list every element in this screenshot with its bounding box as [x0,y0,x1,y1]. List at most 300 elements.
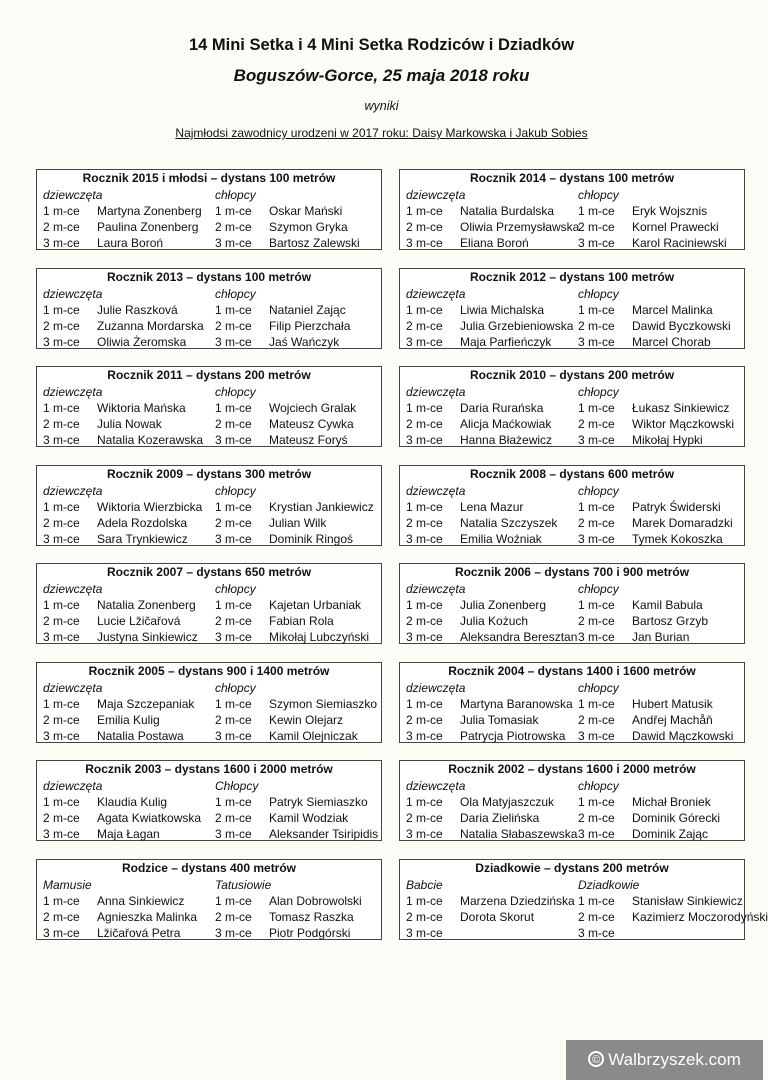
right-place: 2 m-ce [215,319,252,333]
right-group-header: chłopcy [215,681,256,695]
left-name: Daria Rurańska [460,401,544,415]
right-name: Jan Burian [632,630,690,644]
left-place: 1 m-ce [43,795,80,809]
right-group-header: chłopcy [578,188,619,202]
left-name: Oliwia Przemysławska [460,220,580,234]
right-name: Jaś Wańczyk [269,335,340,349]
right-group-header: Chłopcy [215,779,259,793]
table-subheader [37,778,381,794]
right-place: 2 m-ce [215,910,252,924]
left-name: Lucie Lžičařová [97,614,181,628]
left-place: 2 m-ce [406,614,443,628]
right-place: 1 m-ce [578,795,615,809]
left-group-header: dziewczęta [43,779,103,793]
table-row [37,334,381,350]
table-row [37,696,381,712]
left-group-header: dziewczęta [406,385,466,399]
right-name: Fabian Rola [269,614,334,628]
right-group-header: chłopcy [578,287,619,301]
table-row [400,334,744,350]
table-title: Rocznik 2014 – dystans 100 metrów [469,171,675,185]
results-table [399,366,745,447]
right-place: 1 m-ce [578,204,615,218]
right-name: Eryk Wojsznis [632,204,708,218]
right-place: 3 m-ce [215,926,252,940]
table-subheader [400,384,744,400]
table-row [37,925,381,941]
table-subheader [400,680,744,696]
left-name: Sara Trynkiewicz [97,532,188,546]
right-place: 1 m-ce [215,598,252,612]
table-row [37,235,381,251]
right-name: Piotr Podgórski [269,926,351,940]
left-place: 2 m-ce [43,319,80,333]
left-place: 3 m-ce [406,729,443,743]
results-table [399,760,745,841]
right-name: Kamil Babula [632,598,703,612]
left-name: Klaudia Kulig [97,795,168,809]
left-place: 1 m-ce [43,500,80,514]
left-group-header: dziewczęta [43,681,103,695]
right-name: Stanisław Sinkiewicz [632,894,743,908]
right-group-header: chłopcy [215,188,256,202]
left-place: 1 m-ce [43,204,80,218]
table-row [37,597,381,613]
table-title: Rocznik 2002 – dystans 1600 i 2000 metrów [448,762,696,776]
right-name: Mikołaj Lubczyński [269,630,370,644]
right-group-header: Dziadkowie [578,878,640,892]
results-table [399,859,768,940]
table-title: Rocznik 2006 – dystans 700 i 900 metrów [454,565,690,579]
left-place: 3 m-ce [43,630,80,644]
right-place: 1 m-ce [578,894,615,908]
table-row [37,728,381,744]
left-place: 1 m-ce [406,795,443,809]
right-place: 2 m-ce [215,713,252,727]
table-row [400,696,744,712]
table-subheader [400,286,744,302]
right-name: Dominik Zając [632,827,709,841]
table-row [400,893,744,909]
right-place: 1 m-ce [215,894,252,908]
right-place: 1 m-ce [578,303,615,317]
left-name: Martyna Zonenberg [97,204,202,218]
right-name: Kamil Wodziak [269,811,349,825]
left-place: 3 m-ce [406,335,443,349]
right-name: Krystian Jankiewicz [269,500,374,514]
left-place: 3 m-ce [406,827,443,841]
left-name: Paulina Zonenberg [97,220,199,234]
results-table [36,563,382,644]
left-name: Adela Rozdolska [97,516,188,530]
table-row [400,515,744,531]
right-place: 3 m-ce [578,630,615,644]
left-name: Natalia Słabaszewska [460,827,578,841]
left-place: 3 m-ce [43,335,80,349]
left-name: Julia Kożuch [460,614,529,628]
left-place: 3 m-ce [43,729,80,743]
right-place: 3 m-ce [215,335,252,349]
table-subheader [37,680,381,696]
right-place: 3 m-ce [215,236,252,250]
right-name: Dominik Górecki [632,811,721,825]
right-name: Michał Broniek [632,795,711,809]
right-place: 3 m-ce [215,729,252,743]
left-place: 2 m-ce [406,516,443,530]
results-label: wyniki [364,99,399,113]
left-group-header: dziewczęta [43,385,103,399]
right-place: 3 m-ce [578,827,615,841]
right-name: Bartosz Grzyb [632,614,709,628]
table-title: Rocznik 2015 i młodsi – dystans 100 metrów [82,171,336,185]
left-name: Laura Boroń [97,236,164,250]
left-name: Natalia Zonenberg [97,598,196,612]
right-place: 3 m-ce [578,335,615,349]
right-name: Dawid Byczkowski [632,319,731,333]
left-group-header: dziewczęta [43,484,103,498]
table-subheader [37,581,381,597]
table-subheader [37,483,381,499]
left-group-header: dziewczęta [43,188,103,202]
left-name: Patrycja Piotrowska [460,729,566,743]
right-place: 3 m-ce [215,630,252,644]
right-place: 1 m-ce [215,697,252,711]
table-row [400,416,744,432]
left-place: 1 m-ce [406,894,443,908]
left-name: Lžičařová Petra [97,926,181,940]
right-name: Hubert Matusik [632,697,713,711]
table-title: Rocznik 2011 – dystans 200 metrów [107,368,311,382]
right-place: 3 m-ce [578,532,615,546]
left-group-header: dziewczęta [406,188,466,202]
left-name: Julie Raszková [97,303,178,317]
right-place: 1 m-ce [578,401,615,415]
right-place: 2 m-ce [215,417,252,431]
left-place: 2 m-ce [43,516,80,530]
left-name: Anna Sinkiewicz [97,894,185,908]
right-place: 1 m-ce [215,500,252,514]
left-name: Wiktoria Wierzbicka [97,500,203,514]
right-place: 2 m-ce [215,516,252,530]
left-name: Alicja Maćkowiak [460,417,552,431]
right-name: Aleksander Tsiripidis [269,827,379,841]
right-place: 2 m-ce [215,811,252,825]
table-row [37,712,381,728]
table-row [400,712,744,728]
table-row [37,613,381,629]
left-name: Oliwia Żeromska [97,335,187,349]
table-row [400,318,744,334]
right-group-header: chłopcy [578,385,619,399]
right-name: Kajetan Urbaniak [269,598,362,612]
left-place: 2 m-ce [406,713,443,727]
table-row [400,909,768,925]
left-name: Natalia Burdalska [460,204,555,218]
left-place: 1 m-ce [43,894,80,908]
right-name: Alan Dobrowolski [269,894,362,908]
left-name: Justyna Sinkiewicz [97,630,198,644]
left-name: Liwia Michalska [460,303,545,317]
left-name: Julia Grzebieniowska [460,319,574,333]
results-table [399,169,745,250]
right-name: Julian Wilk [269,516,327,530]
table-subheader [37,877,381,893]
table-row [400,302,744,318]
right-name: Patryk Siemiaszko [269,795,368,809]
left-name: Agnieszka Malinka [97,910,198,924]
right-name: Łukasz Sinkiewicz [632,401,730,415]
right-name: Kewin Olejarz [269,713,344,727]
right-name: Marcel Chorab [632,335,711,349]
left-name: Eliana Boroń [460,236,529,250]
right-name: Kazimierz Moczorodyński [632,910,768,924]
left-name: Julia Nowak [97,417,162,431]
table-row [400,531,744,547]
table-row [37,318,381,334]
table-row [400,810,744,826]
right-place: 1 m-ce [215,401,252,415]
right-name: Mateusz Cywka [269,417,354,431]
left-place: 3 m-ce [406,532,443,546]
table-row [400,235,744,251]
right-name: Filip Pierzchała [269,319,351,333]
table-row [37,826,381,842]
right-name: Mikołaj Hypki [632,433,703,447]
table-row [400,613,744,629]
left-place: 2 m-ce [406,220,443,234]
left-group-header: dziewczęta [406,287,466,301]
table-row [37,400,381,416]
table-title: Rocznik 2007 – dystans 650 metrów [106,565,312,579]
left-place: 3 m-ce [43,926,80,940]
left-place: 2 m-ce [43,614,80,628]
right-place: 2 m-ce [578,713,615,727]
results-table [36,268,382,349]
left-place: 2 m-ce [43,910,80,924]
table-row [400,728,744,744]
table-subheader [37,286,381,302]
left-place: 1 m-ce [43,598,80,612]
right-name: Szymon Siemiaszko [269,697,378,711]
table-title: Rocznik 2008 – dystans 600 metrów [469,467,675,481]
left-name: Maja Łagan [97,827,160,841]
right-place: 2 m-ce [578,516,615,530]
right-place: 3 m-ce [578,729,615,743]
table-title: Rocznik 2010 – dystans 200 metrów [469,368,675,382]
left-place: 1 m-ce [43,401,80,415]
left-name: Emilia Kulig [97,713,160,727]
right-name: Dominik Ringoś [269,532,354,546]
right-place: 3 m-ce [215,827,252,841]
left-name: Maja Szczepaniak [97,697,195,711]
right-name: Bartosz Zalewski [269,236,360,250]
right-place: 1 m-ce [215,204,252,218]
table-title: Rocznik 2004 – dystans 1400 i 1600 metrów [448,664,696,678]
right-group-header: chłopcy [215,582,256,596]
results-table [36,760,382,841]
left-name: Lena Mazur [460,500,524,514]
left-place: 1 m-ce [406,500,443,514]
table-subheader [37,384,381,400]
table-title: Rocznik 2003 – dystans 1600 i 2000 metrów [85,762,333,776]
right-name: Tymek Kokoszka [632,532,723,546]
right-name: Marek Domaradzki [632,516,733,530]
right-group-header: chłopcy [215,484,256,498]
results-table [36,465,382,546]
results-table [399,465,745,546]
right-group-header: chłopcy [578,681,619,695]
left-group-header: dziewczęta [43,287,103,301]
right-place: 1 m-ce [578,697,615,711]
left-group-header: Mamusie [43,878,92,892]
right-name: Andřej Machåň [632,713,713,727]
table-row [37,416,381,432]
left-place: 3 m-ce [406,433,443,447]
right-place: 2 m-ce [578,220,615,234]
table-row [400,794,744,810]
table-row [37,629,381,645]
left-place: 3 m-ce [406,630,443,644]
results-table [36,859,382,940]
right-place: 1 m-ce [578,500,615,514]
table-row [400,219,744,235]
left-place: 2 m-ce [43,417,80,431]
table-row [400,499,744,515]
left-group-header: dziewczęta [406,681,466,695]
right-name: Karol Raciniewski [632,236,727,250]
results-table [399,662,745,743]
table-row [37,499,381,515]
left-place: 2 m-ce [43,811,80,825]
left-name: Julia Zonenberg [460,598,547,612]
right-place: 1 m-ce [578,598,615,612]
left-name: Wiktoria Mańska [97,401,186,415]
left-name: Ola Matyjaszczuk [460,795,555,809]
table-row [37,810,381,826]
table-row [37,515,381,531]
left-name: Maja Parfieńczyk [460,335,552,349]
right-name: Kornel Prawecki [632,220,719,234]
right-name: Nataniel Zając [269,303,346,317]
right-name: Wojciech Gralak [269,401,357,415]
right-group-header: chłopcy [578,484,619,498]
left-name: Julia Tomasiak [460,713,539,727]
right-name: Patryk Świderski [632,500,721,514]
left-place: 3 m-ce [406,926,443,940]
left-place: 3 m-ce [406,236,443,250]
right-place: 3 m-ce [578,433,615,447]
table-title: Rocznik 2005 – dystans 900 i 1400 metrów [88,664,330,678]
right-place: 3 m-ce [215,532,252,546]
table-title: Dziadkowie – dystans 200 metrów [475,861,669,875]
right-place: 2 m-ce [578,614,615,628]
table-row [400,203,744,219]
left-place: 2 m-ce [43,713,80,727]
left-place: 1 m-ce [406,204,443,218]
left-place: 2 m-ce [406,417,443,431]
left-name: Agata Kwiatkowska [97,811,202,825]
table-title: Rocznik 2009 – dystans 300 metrów [106,467,312,481]
table-row [37,893,381,909]
table-row [37,203,381,219]
left-place: 2 m-ce [406,910,443,924]
table-subheader [400,581,744,597]
page-title: 14 Mini Setka i 4 Mini Setka Rodziców i Dziadków [188,36,575,54]
watermark [566,1040,763,1080]
left-name: Natalia Szczyszek [460,516,558,530]
table-title: Rodzice – dystans 400 metrów [121,861,297,875]
table-row [400,925,744,941]
right-place: 1 m-ce [215,303,252,317]
right-group-header: chłopcy [215,287,256,301]
left-name: Emilia Woźniak [460,532,542,546]
table-row [37,531,381,547]
results-table [399,563,745,644]
left-name: Natalia Postawa [97,729,184,743]
right-place: 3 m-ce [215,433,252,447]
right-place: 2 m-ce [578,319,615,333]
right-place: 3 m-ce [578,236,615,250]
results-table [36,366,382,447]
right-name: Mateusz Foryś [269,433,348,447]
left-group-header: dziewczęta [406,484,466,498]
left-name: Dorota Skorut [460,910,535,924]
right-place: 2 m-ce [578,910,615,924]
left-place: 2 m-ce [406,319,443,333]
left-group-header: Babcie [406,878,443,892]
table-subheader [400,877,744,893]
right-name: Kamil Olejniczak [269,729,358,743]
left-place: 1 m-ce [406,598,443,612]
left-group-header: dziewczęta [43,582,103,596]
right-name: Oskar Mański [269,204,343,218]
table-title: Rocznik 2013 – dystans 100 metrów [106,270,312,284]
right-name: Tomasz Raszka [269,910,354,924]
left-place: 2 m-ce [406,811,443,825]
right-name: Wiktor Mączkowski [632,417,735,431]
table-row [37,219,381,235]
table-row [37,794,381,810]
left-group-header: dziewczęta [406,582,466,596]
left-name: Natalia Kozerawska [97,433,204,447]
left-name: Aleksandra Beresztan [460,630,578,644]
results-table [36,662,382,743]
right-name: Dawid Mączkowski [632,729,734,743]
page-subtitle: Boguszów-Gorce, 25 maja 2018 roku [233,66,530,85]
left-group-header: dziewczęta [406,779,466,793]
table-row [400,826,744,842]
right-place: 2 m-ce [215,220,252,234]
left-name: Zuzanna Mordarska [97,319,204,333]
left-place: 3 m-ce [43,433,80,447]
results-table [36,169,382,250]
table-subheader [400,483,744,499]
table-row [37,302,381,318]
left-place: 1 m-ce [43,303,80,317]
right-group-header: chłopcy [578,582,619,596]
right-name: Marcel Malinka [632,303,713,317]
table-subheader [37,187,381,203]
table-row [37,432,381,448]
left-place: 1 m-ce [43,697,80,711]
left-place: 3 m-ce [43,827,80,841]
table-subheader [400,778,744,794]
watermark-text: Walbrzyszek.com [608,1050,741,1069]
youngest-note: Najmłodsi zawodnicy urodzeni w 2017 roku: Daisy Markowska i Jakub Sobies [175,126,588,140]
table-title: Rocznik 2012 – dystans 100 metrów [469,270,675,284]
left-place: 3 m-ce [43,236,80,250]
table-row [400,597,744,613]
